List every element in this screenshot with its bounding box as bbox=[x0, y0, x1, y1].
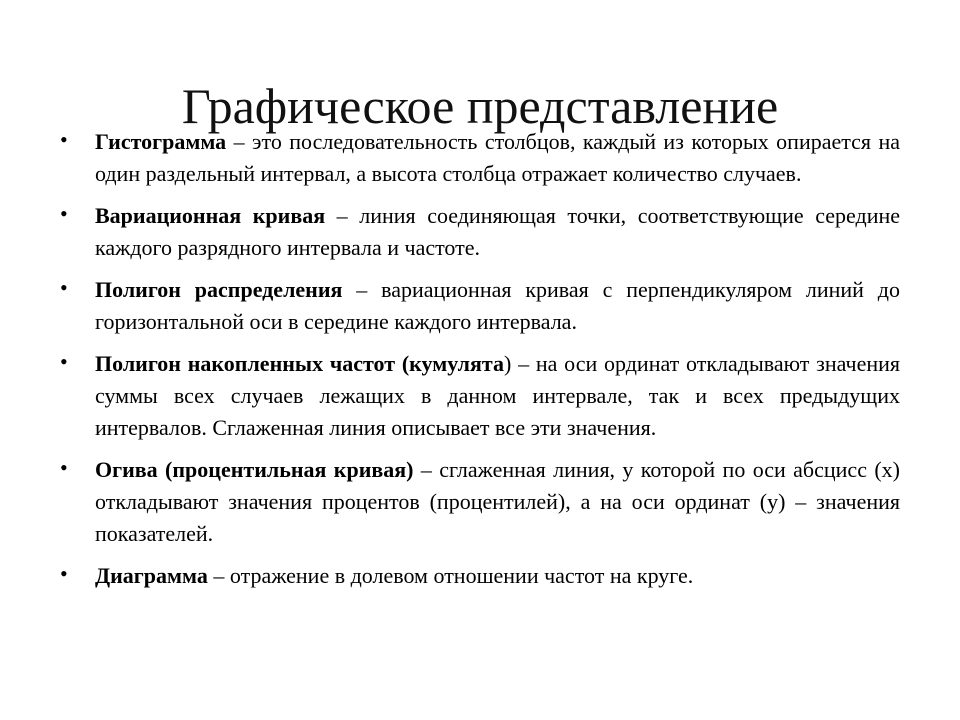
bullet-item-histogram bbox=[60, 126, 900, 190]
bullet-definition: – сглаженная линия, у которой по оси абсцисс (x) откладывают значения процентов (процентилей), а на оси ординат (y) – значения показателей. bbox=[95, 457, 900, 546]
slide-title: Графическое представление bbox=[181, 77, 779, 134]
bullet-term: Полигон накопленных частот (кумулята bbox=[95, 351, 504, 376]
bullet-list bbox=[60, 126, 900, 602]
bullet-definition: ) – на оси ординат откладывают значения суммы всех случаев лежащих в данном интервале, так и всех предыдущих интервалов. Сглаженная линия описывает все эти значения. bbox=[95, 351, 900, 440]
bullet-item-diagram bbox=[60, 560, 900, 592]
bullet-definition: – вариационная кривая с перпендикуляром линий до горизонтальной оси в середине каждого интервала. bbox=[95, 277, 900, 334]
bullet-marker: • bbox=[60, 127, 68, 152]
bullet-term: Полигон распределения bbox=[95, 277, 343, 302]
bullet-term: Гистограмма bbox=[95, 129, 227, 154]
bullet-marker: • bbox=[60, 201, 68, 226]
bullet-item-distribution-polygon bbox=[60, 274, 900, 338]
bullet-marker: • bbox=[60, 349, 68, 374]
bullet-item-ogive bbox=[60, 454, 900, 550]
bullet-item-cumulative-polygon bbox=[60, 348, 900, 444]
bullet-item-variation-curve bbox=[60, 200, 900, 264]
bullet-marker: • bbox=[60, 561, 68, 586]
bullet-marker: • bbox=[60, 275, 68, 300]
bullet-definition: – линия соединяющая точки, соответствующие середине каждого разрядного интервала и частоте. bbox=[95, 203, 901, 260]
bullet-term: Диаграмма bbox=[95, 563, 208, 588]
bullet-definition: – отражение в долевом отношении частот на круге. bbox=[207, 563, 694, 588]
bullet-definition: – это последовательность столбцов, каждый из которых опирается на один раздельный интервал, а высота столбца отражает количество случаев. bbox=[95, 129, 900, 186]
bullet-term: Вариационная кривая bbox=[95, 203, 326, 228]
bullet-marker: • bbox=[60, 455, 68, 480]
bullet-term: Огива (процентильная кривая) bbox=[95, 457, 414, 482]
